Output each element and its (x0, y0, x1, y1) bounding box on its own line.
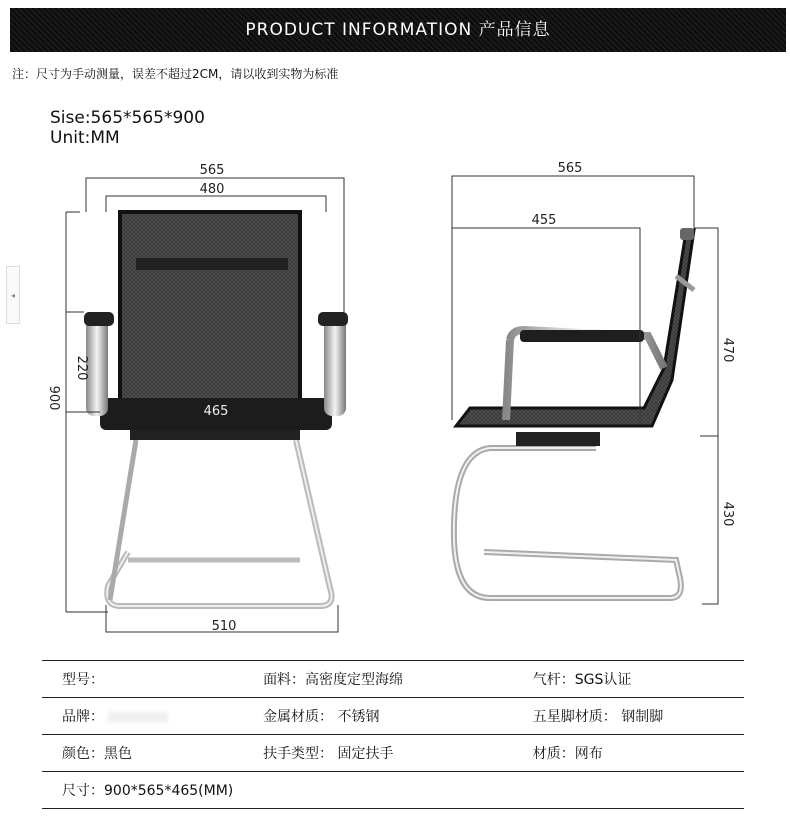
collapse-tab[interactable]: ◂ (6, 266, 20, 324)
table-row (42, 772, 744, 809)
size-text: Sise:565*565*900 (50, 108, 205, 128)
spec-cell: 尺寸：900*565*465(MM) (42, 772, 744, 809)
spec-cell: 气杆：SGS认证 (483, 661, 744, 698)
spec-cell: 型号： (42, 661, 225, 698)
total-height-label: 900 (46, 385, 61, 411)
spec-cell: 扶手类型： 固定扶手 (225, 735, 483, 772)
spec-table (42, 660, 744, 809)
table-row (42, 661, 744, 698)
side-depth-label: 565 (557, 161, 583, 176)
seat-depth-label: 455 (531, 213, 557, 228)
spec-cell: 颜色：黑色 (42, 735, 225, 772)
section-header: PRODUCT INFORMATION 产品信息 (10, 8, 786, 52)
spec-cell: 面料：高密度定型海绵 (225, 661, 483, 698)
back-width-label: 480 (199, 182, 225, 197)
armrest-height-label: 220 (74, 355, 89, 381)
table-row (42, 698, 744, 735)
measurement-note: 注：尺寸为手动测量，误差不超过2CM，请以收到实物为标准 (12, 67, 339, 81)
table-row (42, 735, 744, 772)
side-chair-illustration (454, 228, 694, 598)
spec-cell: 品牌： (42, 698, 225, 735)
base-width-label: 510 (211, 619, 237, 634)
seat-width-label: 465 (203, 404, 229, 419)
seat-height-label: 430 (720, 501, 735, 527)
spec-cell: 材质：网布 (483, 735, 744, 772)
side-dimension-lines (452, 176, 718, 604)
blurred-brand (108, 712, 168, 722)
back-height-label: 470 (720, 337, 735, 363)
front-width-label: 565 (199, 163, 225, 178)
spec-cell: 金属材质： 不锈钢 (225, 698, 483, 735)
spec-cell: 五星脚材质： 钢制脚 (483, 698, 744, 735)
unit-text: Unit:MM (50, 128, 120, 148)
